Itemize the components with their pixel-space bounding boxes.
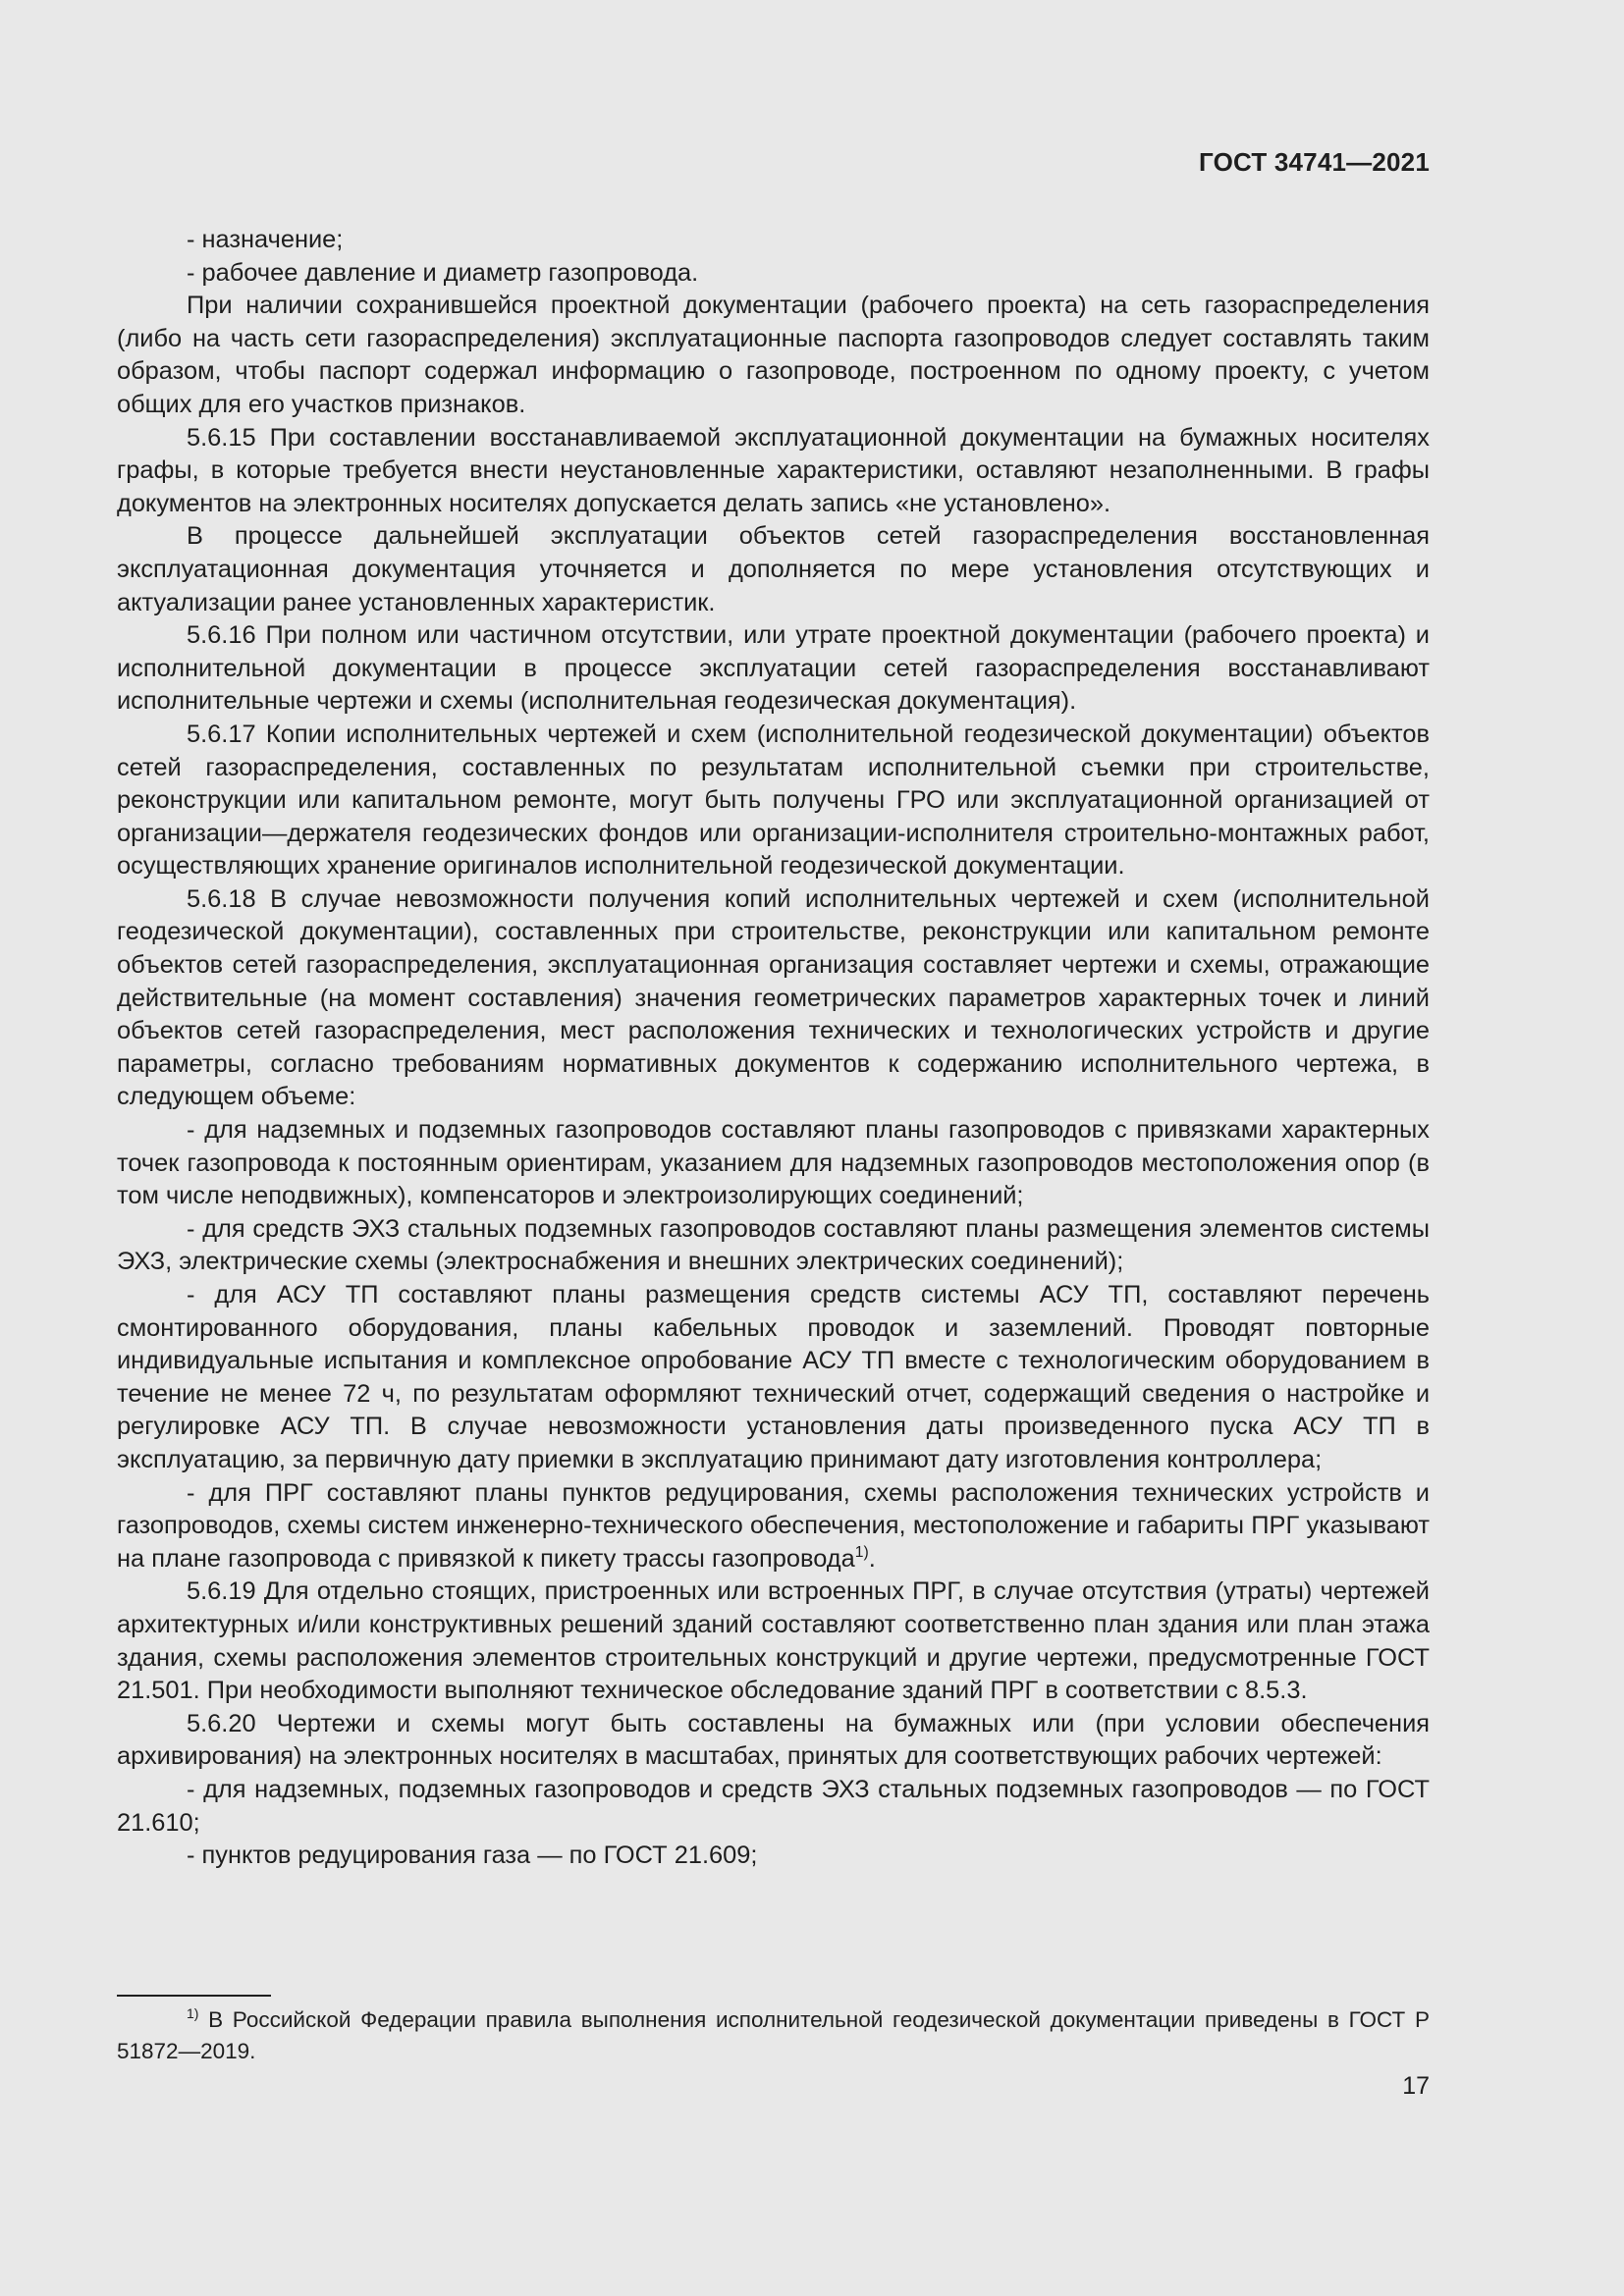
list-item-end-punct: . — [868, 1544, 876, 1573]
list-item — [117, 1477, 1430, 1576]
list-item: - рабочее давление и диаметр газопровода. — [187, 258, 699, 287]
paragraph: В процессе дальнейшей эксплуатации объектов сетей газораспределения восстановленная эксплуатационная документация уточняется и дополняется по мере установления отсутствующих и актуализации ранее установленных характеристик. — [117, 522, 1430, 616]
clause-5-6-20: 5.6.20 Чертежи и схемы могут быть составлены на бумажных или (при условии обеспечения архивирования) на электронных носителях в масштабах, принятых для соответствующих рабочих чертежей: — [117, 1709, 1430, 1771]
list-item: - для надземных и подземных газопроводов составляют планы газопроводов с привязками характерных точек газопровода к постоянным ориентирам, указанием для надземных газопроводов местоположения опор (в том числе неподвижных), компенсаторов и электроизолирующих соединений; — [117, 1116, 1430, 1210]
footnote — [117, 2004, 1430, 2067]
list-item: - назначение; — [187, 226, 344, 253]
list-item: - для АСУ ТП составляют планы размещения средств системы АСУ ТП, составляют перечень смонтированного оборудования, планы кабельных проводок и заземлений. Проводят повторные индивидуальные испытания и комплексное опробование АСУ ТП вместе с технологическим оборудованием в течение не менее 72 ч, по результатам оформляют технический отчет, содержащий сведения о настройке и регулировке АСУ ТП. В случае невозможности установления даты произведенного пуска АСУ ТП в эксплуатацию, за первичную дату приемки в эксплуатацию принимают дату изготовления контроллера; — [117, 1281, 1430, 1473]
footnote-reference: 1) — [854, 1543, 869, 1561]
footnote-marker: 1) — [187, 2004, 199, 2021]
clause-5-6-15: 5.6.15 При составлении восстанавливаемой эксплуатационной документации на бумажных носителях графы, в которые требуется внести неустановленные характеристики, оставляют незаполненными. В графы документов на электронных носителях допускается делать запись «не установлено». — [117, 423, 1430, 517]
clause-5-6-19: 5.6.19 Для отдельно стоящих, пристроенных или встроенных ПРГ, в случае отсутствия (утраты) чертежей архитектурных и/или конструктивных решений зданий составляют соответственно план здания или план этажа здания, схемы расположения элементов строительных конструкций и другие чертежи, предусмотренные ГОСТ 21.501. При необходимости выполняют техническое обследование зданий ПРГ в соответствии с 8.5.3. — [117, 1577, 1430, 1705]
list-item: - для средств ЭХЗ стальных подземных газопроводов составляют планы размещения элементов системы ЭХЗ, электрические схемы (электроснабжения и внешних электрических соединений); — [117, 1214, 1430, 1276]
footnote-divider — [117, 1995, 271, 1997]
clause-5-6-16: 5.6.16 При полном или частичном отсутствии, или утрате проектной документации (рабочего проекта) и исполнительной документации в процессе эксплуатации сетей газораспределения восстанавливают исполнительные чертежи и схемы (исполнительная геодезическая документация). — [117, 621, 1430, 716]
clause-5-6-18: 5.6.18 В случае невозможности получения копий исполнительных чертежей и схем (исполнительной геодезической документации), составленных при строительстве, реконструкции или капитальном ремонте объектов сетей газораспределения, эксплуатационная организация составляет чертежи и схемы, отражающие действительные (на момент составления) значения геометрических параметров характерных точек и линий объектов сетей газораспределения, мест расположения технических и технологических устройств и другие параметры, согласно требованиям нормативных документов к содержанию исполнительного чертежа, в следующем объеме: — [117, 884, 1430, 1111]
list-item: - пунктов редуцирования газа — по ГОСТ 21.609; — [187, 1842, 758, 1870]
document-header-id: ГОСТ 34741—2021 — [1199, 147, 1430, 177]
list-item-text: - для ПРГ составляют планы пунктов редуцирования, схемы расположения технических устройств и газопроводов, схемы систем инженерно-технического обеспечения, местоположение и габариты ПРГ указывают на плане газопровода с привязкой к пикету трассы газопровода — [117, 1478, 1430, 1573]
list-item: - для надземных, подземных газопроводов и средств ЭХЗ стальных подземных газопроводов — по ГОСТ 21.610; — [117, 1775, 1430, 1837]
document-body — [117, 224, 1430, 1873]
clause-5-6-17: 5.6.17 Копии исполнительных чертежей и схем (исполнительной геодезической документации) объектов сетей газораспределения, составленных по результатам исполнительной съемки при строительстве, реконструкции или капитальном ремонте, могут быть получены ГРО или эксплуатационной организацией от организации—держателя геодезических фондов или организации-исполнителя строительно-монтажных работ, осуществляющих хранение оригиналов исполнительной геодезической документации. — [117, 720, 1430, 881]
page-number: 17 — [1402, 2072, 1430, 2100]
paragraph: При наличии сохранившейся проектной документации (рабочего проекта) на сеть газораспределения (либо на часть сети газораспределения) эксплуатационные паспорта газопроводов следует составлять таким образом, чтобы паспорт содержал информацию о газопроводе, построенном по одному проекту, с учетом общих для его участков признаков. — [117, 292, 1430, 418]
footnote-text: В Российской Федерации правила выполнения исполнительной геодезической документации приведены в ГОСТ Р 51872—2019. — [117, 2007, 1430, 2063]
